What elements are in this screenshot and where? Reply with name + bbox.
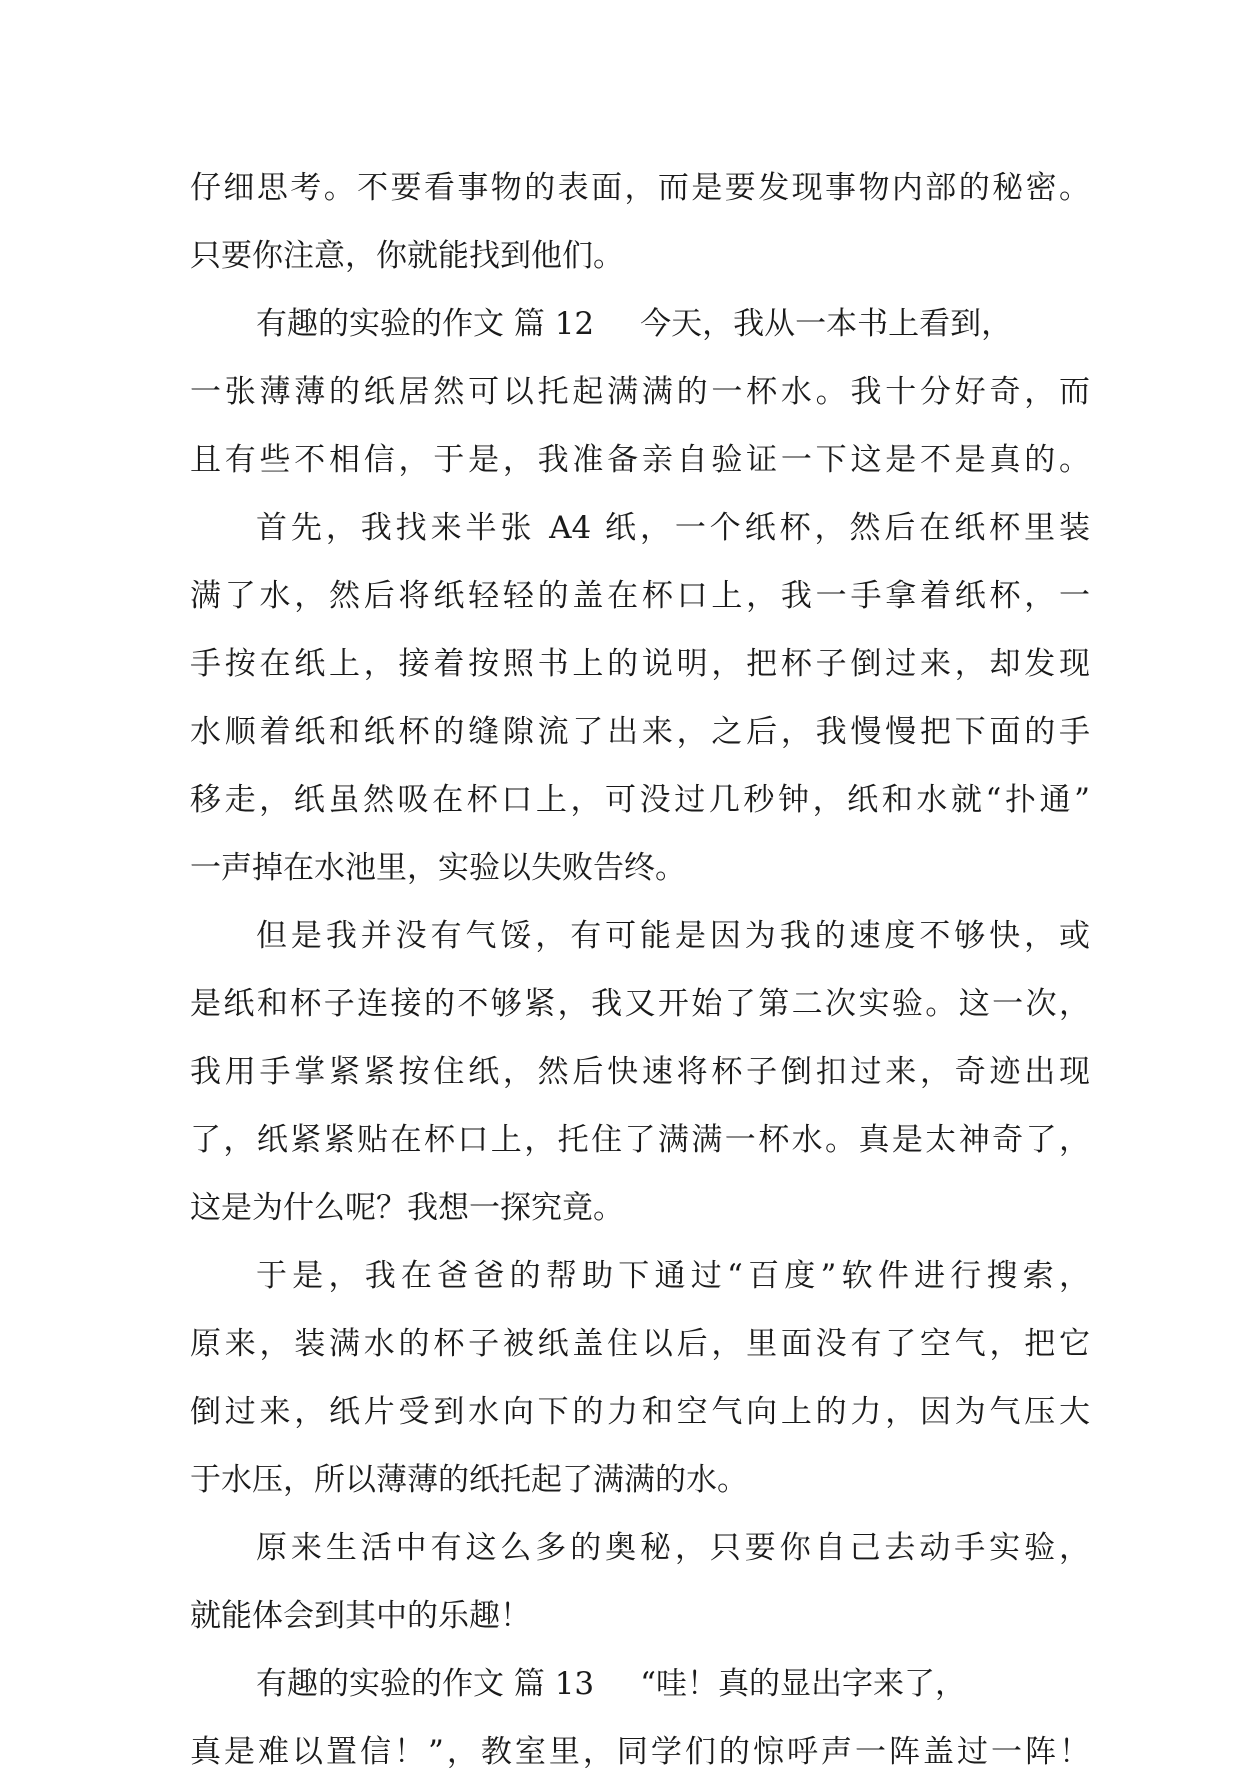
text-line: 一张薄薄的纸居然可以托起满满的一杯水。我十分好奇，而 — [190, 374, 1090, 410]
paragraph-start-line: 首先，我找来半张 A4 纸，一个纸杯，然后在纸杯里装 — [256, 510, 1090, 546]
text-line: 仔细思考。不要看事物的表面，而是要发现事物内部的秘密。 — [190, 170, 1090, 206]
paragraph-start-line: 原来生活中有这么多的奥秘，只要你自己去动手实验， — [256, 1530, 1090, 1566]
paragraph-start-line: 于是，我在爸爸的帮助下通过“百度”软件进行搜索， — [256, 1258, 1090, 1294]
text-line: 只要你注意，你就能找到他们。 — [190, 238, 624, 274]
text-line: 真是难以置信！”，教室里，同学们的惊呼声一阵盖过一阵！ — [190, 1734, 1090, 1770]
text-line: 水顺着纸和纸杯的缝隙流了出来，之后，我慢慢把下面的手 — [190, 714, 1090, 750]
paragraph-start-line: 但是我并没有气馁，有可能是因为我的速度不够快，或 — [256, 918, 1090, 954]
text-fragment: 今天，我从一本书上看到， — [640, 306, 1013, 342]
text-line: 倒过来，纸片受到水向下的力和空气向上的力，因为气压大 — [190, 1394, 1090, 1430]
text-line: 了，纸紧紧贴在杯口上，托住了满满一杯水。真是太神奇了， — [190, 1122, 1090, 1158]
text-line: 这是为什么呢？我想一探究竟。 — [190, 1190, 624, 1226]
text-line: 于水压，所以薄薄的纸托起了满满的水。 — [190, 1462, 748, 1498]
section-heading-line — [190, 1650, 1090, 1718]
text-line: 移走，纸虽然吸在杯口上，可没过几秒钟，纸和水就“扑通” — [190, 782, 1090, 818]
text-line: 是纸和杯子连接的不够紧，我又开始了第二次实验。这一次， — [190, 986, 1090, 1022]
text-line: 我用手掌紧紧按住纸，然后快速将杯子倒扣过来，奇迹出现 — [190, 1054, 1090, 1090]
text-line: 满了水，然后将纸轻轻的盖在杯口上，我一手拿着纸杯，一 — [190, 578, 1090, 614]
text-line: 就能体会到其中的乐趣！ — [190, 1598, 531, 1634]
section-heading-line — [190, 290, 1090, 358]
text-fragment: “哇！真的显出字来了， — [640, 1666, 967, 1702]
section-heading: 有趣的实验的作文 篇 12 — [256, 306, 595, 342]
body-text — [190, 154, 1090, 1786]
text-line: 且有些不相信，于是，我准备亲自验证一下这是不是真的。 — [190, 442, 1090, 478]
text-line: 一声掉在水池里，实验以失败告终。 — [190, 850, 686, 886]
section-heading: 有趣的实验的作文 篇 13 — [256, 1666, 595, 1702]
text-line: 原来，装满水的杯子被纸盖住以后，里面没有了空气，把它 — [190, 1326, 1090, 1362]
text-line: 手按在纸上，接着按照书上的说明，把杯子倒过来，却发现 — [190, 646, 1090, 682]
